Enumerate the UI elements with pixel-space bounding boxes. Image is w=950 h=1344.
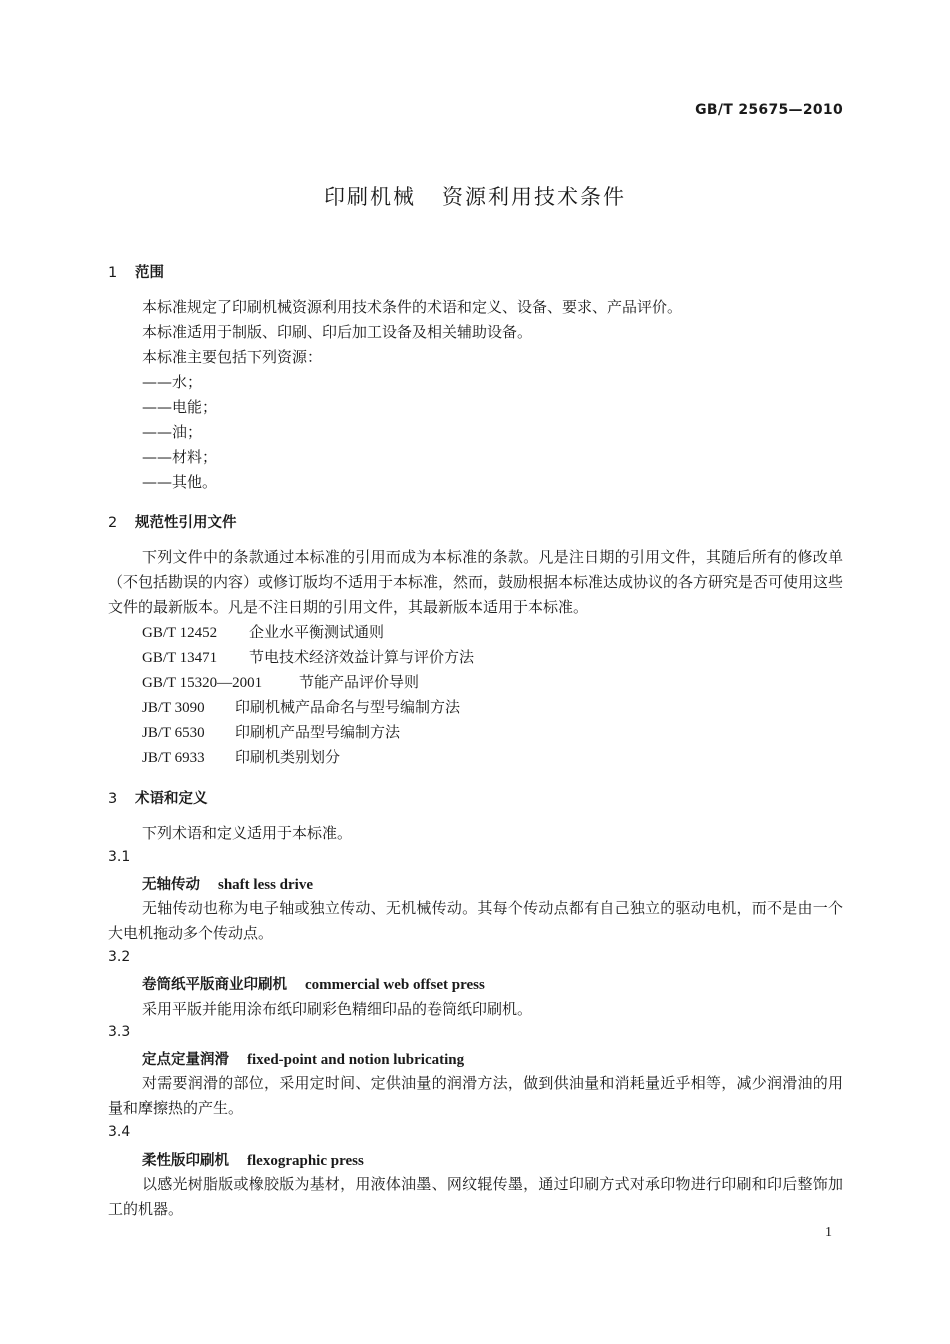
- reference-item: [142, 621, 384, 642]
- term-en: flexographic press: [247, 1153, 364, 1169]
- term-en: fixed-point and notion lubricating: [247, 1052, 465, 1068]
- page-number: 1: [825, 1225, 832, 1240]
- term-heading: [142, 973, 485, 994]
- section-number: 3: [108, 791, 118, 807]
- section-1-heading: [108, 261, 164, 282]
- paragraph: 本标准规定了印刷机械资源利用技术条件的术语和定义、设备、要求、产品评价。: [142, 298, 683, 316]
- reference-item: [142, 671, 419, 692]
- reference-code: JB/T 6530: [142, 725, 205, 741]
- term-number: 3.3: [108, 1024, 131, 1040]
- paragraph: 本标准适用于制版、印刷、印后加工设备及相关辅助设备。: [142, 323, 533, 341]
- list-item: ——油；: [142, 423, 203, 441]
- paragraph: 本标准主要包括下列资源：: [142, 348, 323, 366]
- title-part-1: 印刷机械: [324, 185, 416, 209]
- term-zh: 卷筒纸平版商业印刷机: [142, 976, 287, 993]
- term-number: 3.1: [108, 849, 131, 865]
- term-definition: 无轴传动也称为电子轴或独立传动、无机械传动。其每个传动点都有自己独立的驱动电机，而不是由一个大电机拖动多个传动点。: [108, 899, 843, 942]
- reference-item: [142, 746, 340, 767]
- reference-code: GB/T 12452: [142, 625, 218, 641]
- term-zh: 柔性版印刷机: [142, 1152, 229, 1169]
- section-title: 术语和定义: [135, 791, 208, 807]
- term-definition: 以感光树脂版或橡胶版为基材，用液体油墨、网纹辊传墨，通过印刷方式对承印物进行印刷和印后整饰加工的机器。: [108, 1175, 843, 1218]
- list-item: ——其他。: [142, 473, 218, 491]
- reference-code: GB/T 15320—2001: [142, 675, 263, 691]
- section-title: 范围: [135, 265, 164, 281]
- reference-code: JB/T 6933: [142, 750, 205, 766]
- reference-item: [142, 646, 474, 667]
- paragraph: 下列术语和定义适用于本标准。: [142, 824, 353, 842]
- reference-code: GB/T 13471: [142, 650, 218, 666]
- section-3-heading: [108, 787, 208, 808]
- list-item: ——水；: [142, 373, 203, 391]
- term-definition: 对需要润滑的部位，采用定时间、定供油量的润滑方法，做到供油量和消耗量近乎相等，减少润滑油的用量和摩擦热的产生。: [108, 1074, 843, 1117]
- term-definition: 采用平版并能用涂布纸印刷彩色精细印品的卷筒纸印刷机。: [142, 1000, 533, 1018]
- term-zh: 无轴传动: [142, 876, 200, 893]
- section-title: 规范性引用文件: [135, 515, 237, 531]
- reference-name: 印刷机类别划分: [235, 748, 341, 766]
- section-2-heading: [108, 511, 237, 532]
- reference-name: 印刷机械产品命名与型号编制方法: [235, 698, 461, 716]
- term-heading: [142, 1149, 364, 1170]
- term-number: 3.4: [108, 1124, 131, 1140]
- term-heading: [142, 873, 313, 894]
- term-heading: [142, 1048, 464, 1069]
- list-item: ——电能；: [142, 398, 218, 416]
- standard-code: GB/T 25675—2010: [695, 102, 843, 118]
- term-en: shaft less drive: [218, 877, 313, 893]
- document-title: [0, 181, 950, 211]
- reference-name: 节电技术经济效益计算与评价方法: [249, 648, 475, 666]
- term-en: commercial web offset press: [305, 977, 485, 993]
- reference-item: [142, 721, 400, 742]
- section-number: 2: [108, 515, 118, 531]
- paragraph: 下列文件中的条款通过本标准的引用而成为本标准的条款。凡是注日期的引用文件，其随后所有的修改单（不包括勘误的内容）或修订版均不适用于本标准，然而，鼓励根据本标准达成协议的各方研究是否可使用这些文件的最新版本。凡是不注日期的引用文件，其最新版本适用于本标准。: [108, 548, 844, 616]
- reference-name: 印刷机产品型号编制方法: [235, 723, 401, 741]
- reference-code: JB/T 3090: [142, 700, 205, 716]
- reference-item: [142, 696, 460, 717]
- section-number: 1: [108, 265, 118, 281]
- term-zh: 定点定量润滑: [142, 1051, 229, 1068]
- list-item: ——材料；: [142, 448, 218, 466]
- reference-name: 节能产品评价导则: [299, 673, 420, 691]
- title-part-2: 资源利用技术条件: [442, 185, 626, 209]
- reference-name: 企业水平衡测试通则: [249, 623, 385, 641]
- term-number: 3.2: [108, 949, 131, 965]
